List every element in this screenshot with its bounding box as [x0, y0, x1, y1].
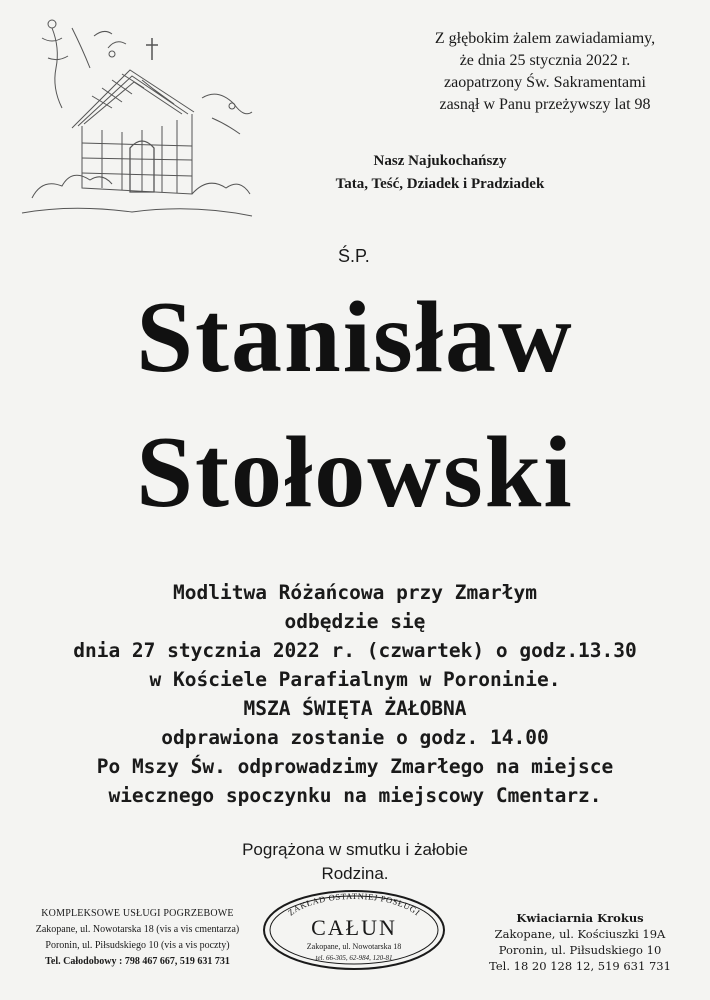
svg-text:ZAKŁAD OSTATNIEJ POSŁUGI: [286, 891, 422, 918]
service-line: w Kościele Parafialnym w Poroninie.: [149, 668, 561, 691]
relations-line: Tata, Teść, Dziadek i Pradziadek: [335, 176, 545, 192]
service-details: [0, 578, 710, 810]
logo-name: CAŁUN: [311, 915, 397, 940]
announcement-line: że dnia 25 stycznia 2022 r.: [459, 52, 631, 69]
service-line: dnia 27 stycznia 2022 r. (czwartek) o godz.13.30: [73, 639, 637, 662]
florist-phone: Tel. 18 20 128 12, 519 631 731: [489, 959, 671, 973]
funeral-home-phone: Tel. Całodobowy : 798 467 667, 519 631 731: [45, 956, 230, 967]
funeral-home-address: Zakopane, ul. Nowotarska 18 (vis a vis cmentarza): [35, 924, 240, 935]
announcement-line: zaopatrzony Św. Sakramentami: [443, 74, 646, 91]
funeral-home-address: Poronin, ul. Piłsudskiego 10 (vis a vis poczty): [45, 940, 230, 951]
announcement-line: Z głębokim żalem zawiadamiamy,: [434, 30, 656, 47]
service-line: odbędzie się: [284, 610, 426, 633]
florist-address: Poronin, ul. Piłsudskiego 10: [498, 943, 662, 957]
family-line: Rodzina.: [321, 864, 389, 883]
logo-arc-text: ZAKŁAD OSTATNIEJ POSŁUGI: [285, 890, 423, 918]
florist-address: Zakopane, ul. Kościuszki 19A: [494, 927, 666, 941]
logo-phone: tel. 66-305, 62-984, 120-81: [315, 954, 393, 962]
calun-logo: [262, 889, 446, 971]
funeral-home-title: KOMPLEKSOWE USŁUGI POGRZEBOWE: [41, 908, 234, 919]
service-line: wiecznego spoczynku na miejscowy Cmentarz.: [108, 784, 602, 807]
florist-info: [470, 910, 690, 974]
family-relations: [250, 150, 630, 196]
family-line: Pogrążona w smutku i żałobie: [242, 840, 468, 859]
service-line: Po Mszy Św. odprowadzimy Zmarłego na miejsce: [96, 755, 614, 778]
announcement-line: zasnął w Panu przeżywszy lat 98: [439, 96, 651, 113]
chapel-illustration: [12, 8, 257, 230]
relations-line: Nasz Najukochańszy: [373, 153, 507, 169]
florist-title: Kwiaciarnia Krokus: [516, 911, 644, 925]
deceased-first-name: Stanisław: [136, 281, 574, 394]
service-line: odprawiona zostanie o godz. 14.00: [161, 726, 549, 749]
memorial-prefix: Ś.P.: [338, 246, 370, 266]
logo-address: Zakopane, ul. Nowotarska 18: [306, 942, 402, 951]
service-line: MSZA ŚWIĘTA ŻAŁOBNA: [243, 697, 467, 720]
funeral-home-info: [30, 906, 245, 970]
death-announcement: [420, 28, 670, 116]
family-signature: [0, 838, 710, 886]
deceased-last-name: Stołowski: [136, 416, 574, 529]
service-line: Modlitwa Różańcowa przy Zmarłym: [173, 581, 537, 604]
